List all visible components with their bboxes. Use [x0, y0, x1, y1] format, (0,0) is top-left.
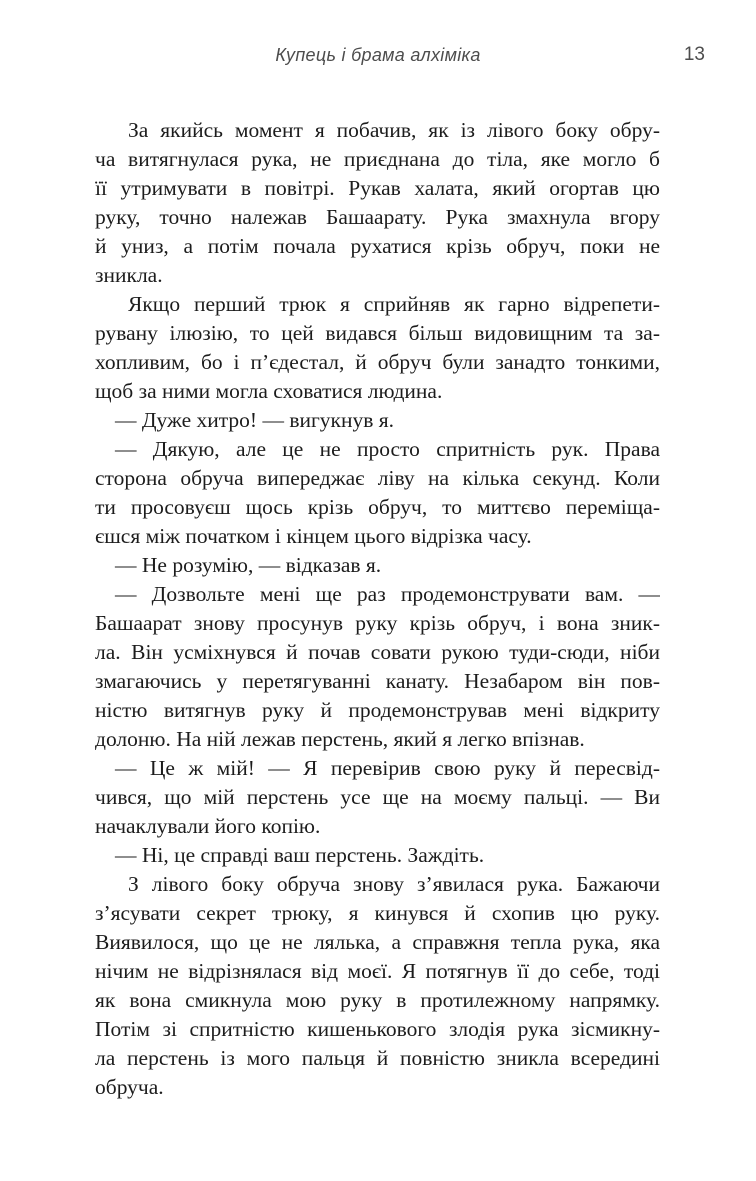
paragraph	[95, 841, 660, 870]
text-line: руку, точно належав Башаарату. Рука змахнула вгору	[95, 205, 660, 229]
text-line: Потім зі спритністю кишенькового злодія рука зісмикну-	[95, 1017, 660, 1041]
text-line: сторона обруча випереджає ліву на кілька секунд. Коли	[95, 466, 660, 490]
text-line: ла. Він усміхнувся й почав совати рукою туди-сюди, ніби	[95, 640, 660, 664]
text-line: обруча.	[95, 1075, 164, 1099]
text-line: — Дуже хитро! — вигукнув я.	[115, 408, 395, 432]
paragraph	[95, 580, 660, 754]
paragraph	[95, 754, 660, 841]
text-line: чився, що мій перстень усе ще на моєму пальці. — Ви	[95, 785, 660, 809]
page-number: 13	[683, 44, 705, 65]
text-line: змагаючись у перетягуванні канату. Незабаром він пов-	[95, 669, 660, 693]
page-body	[95, 116, 660, 1102]
text-line: щоб за ними могла сховатися людина.	[95, 379, 443, 403]
paragraph	[95, 870, 660, 1102]
paragraph	[95, 551, 660, 580]
text-line: — Дякую, але це не просто спритність рук. Права	[115, 437, 660, 461]
text-line: Виявилося, що це не лялька, а справжня тепла рука, яка	[95, 930, 660, 954]
text-line: ти просовуєш щось крізь обруч, то миттєво переміща-	[95, 495, 660, 519]
paragraph	[95, 435, 660, 551]
text-line: як вона смикнула мою руку в протилежному напрямку.	[95, 988, 660, 1012]
text-line: ча витягнулася рука, не приєднана до тіла, яке могло б	[95, 147, 660, 171]
paragraph	[95, 406, 660, 435]
paragraph	[95, 116, 660, 290]
text-line: з’ясувати секрет трюку, я кинувся й схопив цю руку.	[95, 901, 660, 925]
text-line: єшся між початком і кінцем цього відрізка часу.	[95, 524, 532, 548]
running-header	[0, 44, 756, 66]
text-line: Башаарат знову просунув руку крізь обруч, і вона зник-	[95, 611, 660, 635]
text-line: хопливим, бо і п’єдестал, й обруч були занадто тонкими,	[95, 350, 660, 374]
text-line: рувану ілюзію, то цей видався більш видовищним та за-	[95, 321, 660, 345]
text-line: начаклували його копію.	[95, 814, 321, 838]
text-line: — Дозвольте мені ще раз продемонструвати вам. —	[115, 582, 660, 606]
text-line: — Не розумію, — відказав я.	[115, 553, 382, 577]
running-header-title: Купець і брама алхіміка	[275, 45, 481, 65]
text-line: З лівого боку обруча знову з’явилася рука. Бажаючи	[128, 872, 660, 896]
text-line: її утримувати в повітрі. Рукав халата, який огортав цю	[95, 176, 660, 200]
text-line: ла перстень із мого пальця й повністю зникла всередині	[95, 1046, 660, 1070]
text-line: й униз, а потім почала рухатися крізь обруч, поки не	[95, 234, 660, 258]
text-line: — Це ж мій! — Я перевірив свою руку й пересвід-	[115, 756, 660, 780]
text-line: долоню. На ній лежав перстень, який я легко впізнав.	[95, 727, 585, 751]
text-line: зникла.	[95, 263, 163, 287]
text-line: ністю витягнув руку й продемонстрував мені відкриту	[95, 698, 660, 722]
paragraph	[95, 290, 660, 406]
text-line: — Ні, це справді ваш перстень. Заждіть.	[115, 843, 485, 867]
text-line: нічим не відрізнялася від моєї. Я потягнув її до себе, тоді	[95, 959, 660, 983]
text-line: За якийсь момент я побачив, як із лівого боку обру-	[128, 118, 660, 142]
text-line: Якщо перший трюк я сприйняв як гарно відрепети-	[128, 292, 660, 316]
